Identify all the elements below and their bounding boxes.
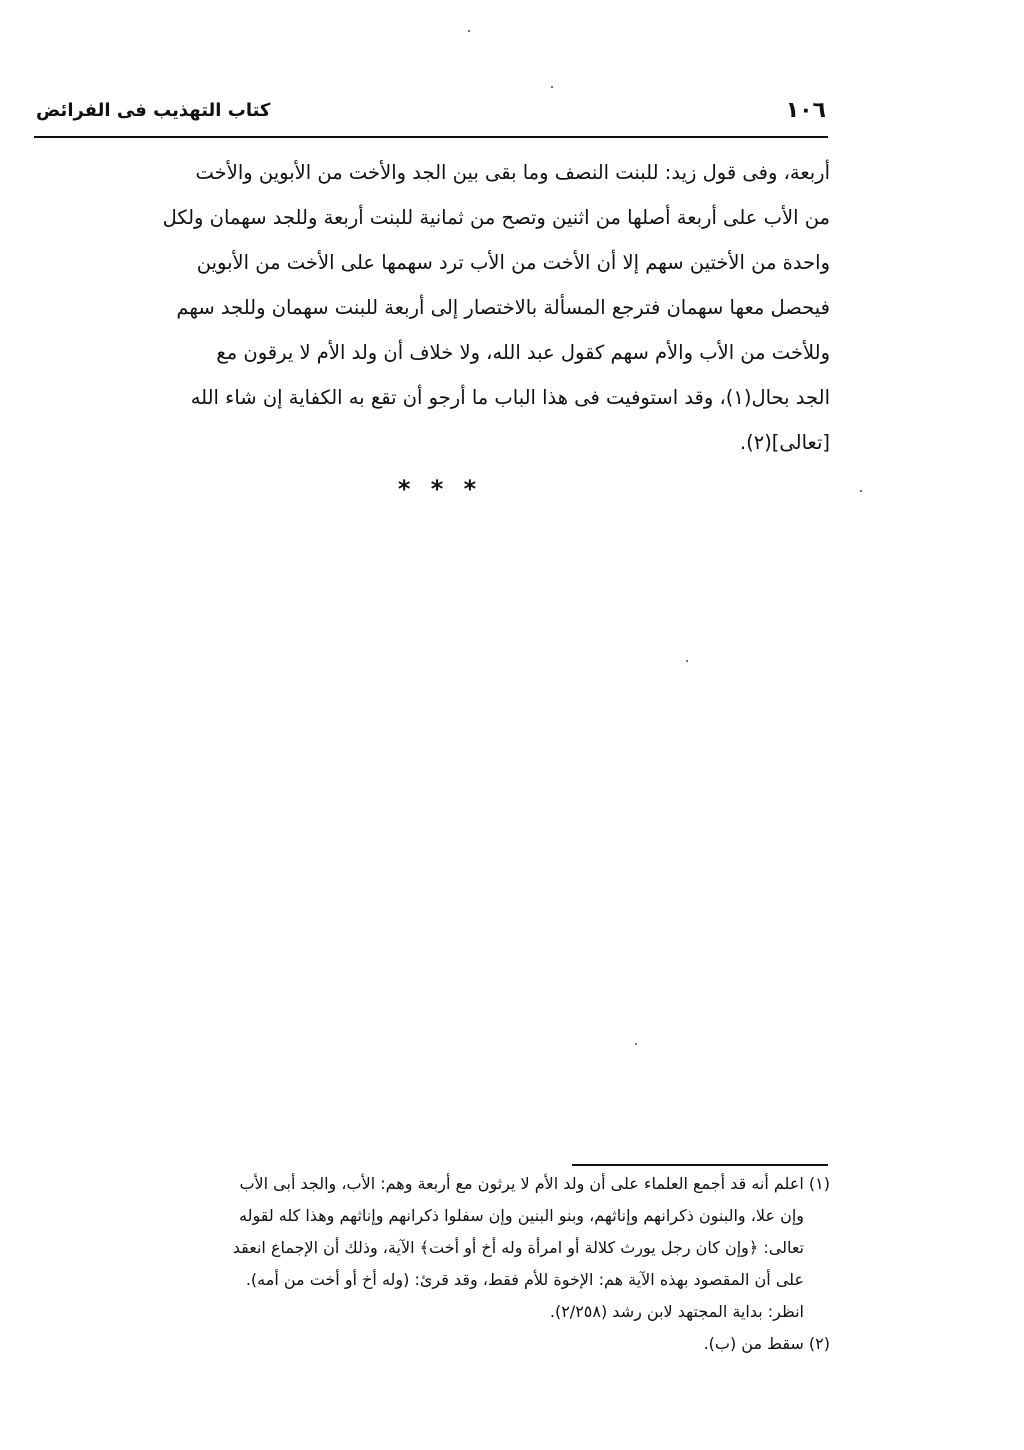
body-line: أربعة، وفى قول زيد: للبنت النصف وما بقى بين الجد والأخت من الأبوين والأخت [195,161,830,184]
scan-speck [686,660,688,662]
body-line: من الأب على أربعة أصلها من اثنين وتصح من ثمانية للبنت أربعة وللجد سهمان ولكل [162,206,830,229]
body-line: الجد بحال(١)، وقد استوفيت فى هذا الباب ما أرجو أن تقع به الكفاية إن شاء الله [190,386,830,409]
scan-speck [860,490,862,492]
scan-speck [468,30,470,32]
section-ornament: * * * [397,475,483,503]
scan-speck [635,1043,637,1045]
footnote-line: انظر: بداية المجتهد لابن رشد (٢/٢٥٨). [549,1302,804,1321]
footnote-line: تعالى: ﴿وإن كان رجل يورث كلالة أو امرأة وله أخ أو أخت﴾ الآية، وذلك أن الإجماع انعقد [232,1238,804,1257]
scan-speck [551,86,553,88]
running-header [36,95,826,131]
footnote-line: (٢) سقط من (ب). [703,1334,830,1353]
header-rule [34,136,828,138]
body-line: وللأخت من الأب والأم سهم كقول عبد الله، ولا خلاف أن ولد الأم لا يرقون مع [216,341,830,364]
book-title: كتاب التهذيب فى الفرائض [36,100,271,121]
footnote-line: على أن المقصود بهذه الآية هم: الإخوة للأم فقط، وقد قرئ: (وله أخ أو أخت من أمه). [245,1270,804,1289]
footnote-rule [572,1164,828,1166]
footnote-line: وإن علا، والبنون ذكرانهم وإناثهم، وبنو البنين وإن سفلوا ذكرانهم وإناثهم وهذا كله لقوله [239,1206,804,1225]
footnotes [40,1168,830,1360]
page-number: ١٠٦ [785,98,826,123]
main-text [40,150,830,465]
body-line: [تعالى](٢). [739,431,830,454]
body-line: واحدة من الأختين سهم إلا أن الأخت من الأب ترد سهمها على الأخت من الأبوين [196,251,830,274]
footnote-line: (١) اعلم أنه قد أجمع العلماء على أن ولد الأم لا يرثون مع أربعة وهم: الأب، والجد أبى الأب [239,1174,830,1193]
body-line: فيحصل معها سهمان فترجع المسألة بالاختصار إلى أربعة للبنت سهمان وللجد سهم [176,296,830,319]
